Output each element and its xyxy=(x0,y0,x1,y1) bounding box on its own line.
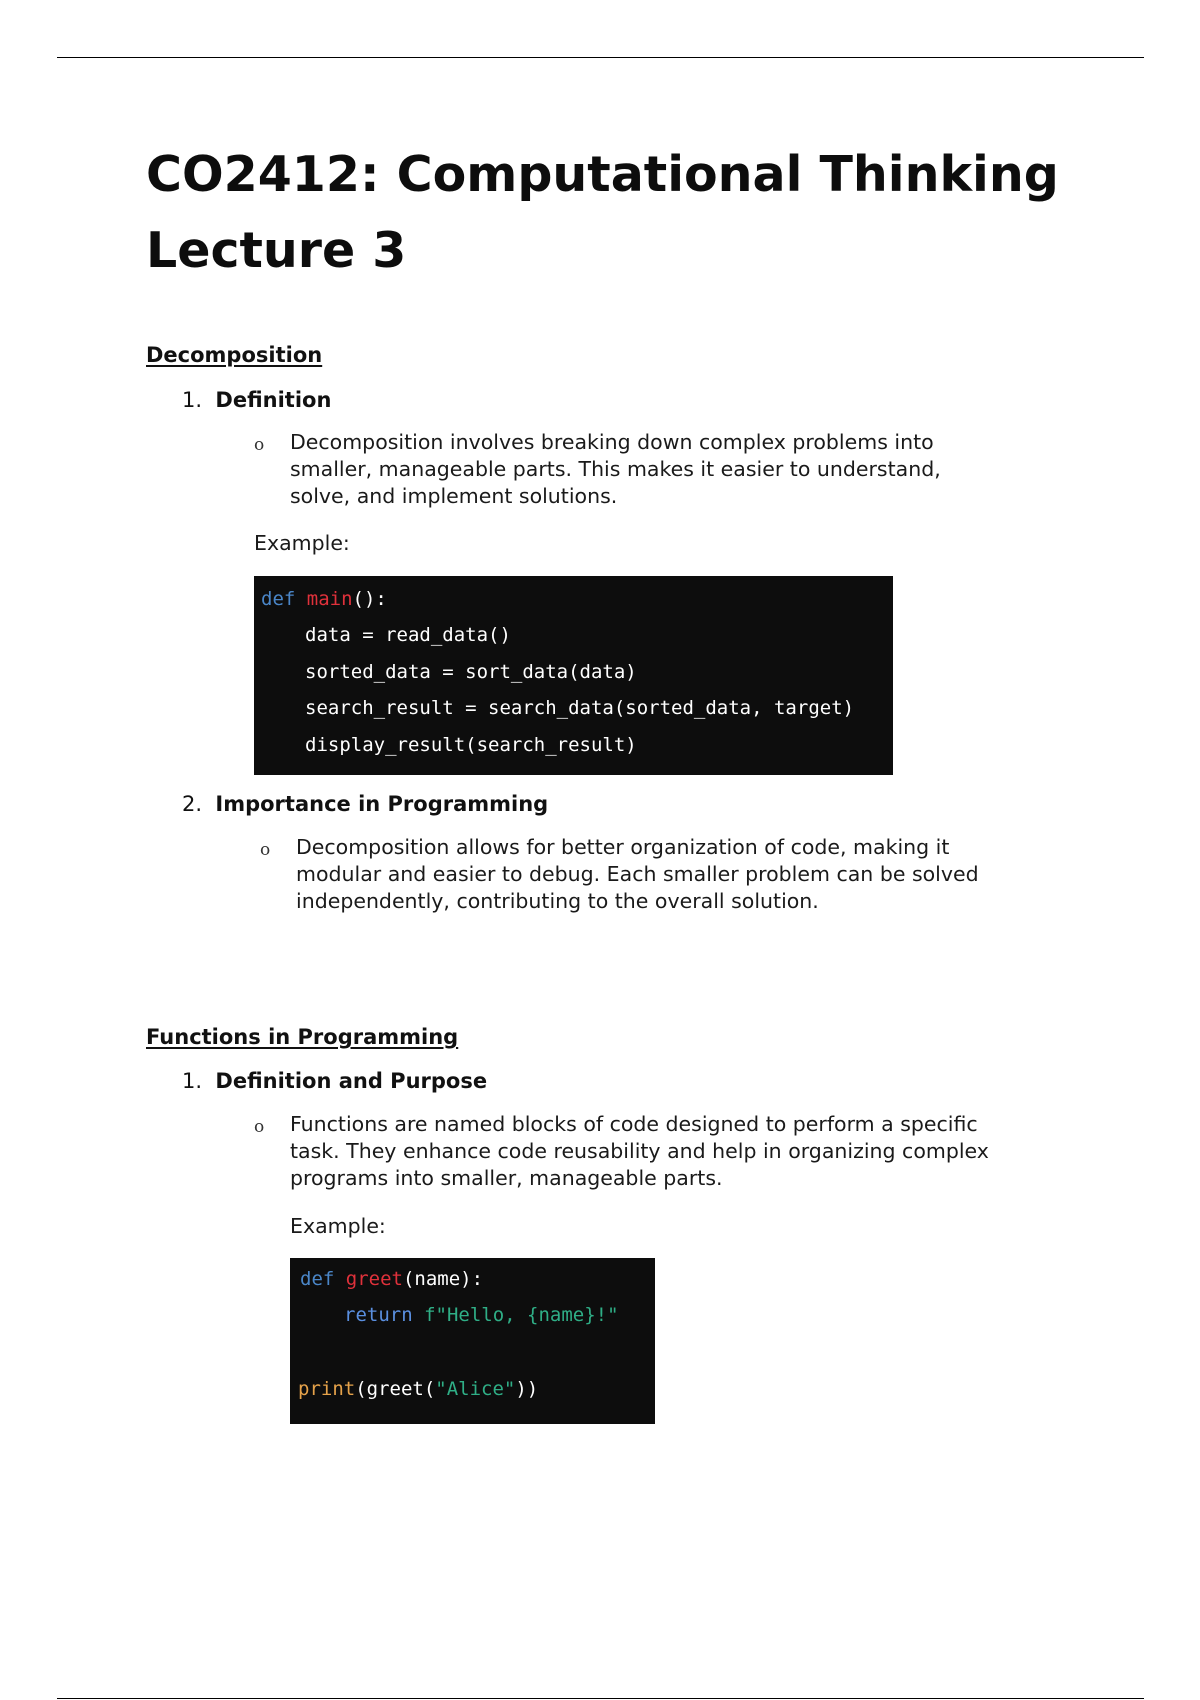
code-line xyxy=(298,1378,538,1400)
list-number: 1. xyxy=(182,388,203,412)
paragraph-line: task. They enhance code reusability and help in organizing complex xyxy=(290,1139,989,1163)
code-line: search_result = search_data(sorted_data, target) xyxy=(305,697,855,719)
code-string: "Alice" xyxy=(435,1378,516,1400)
code-text: (greet( xyxy=(355,1378,436,1400)
bullet-icon: o xyxy=(254,1117,265,1137)
section-heading-decomposition: Decomposition xyxy=(146,343,323,367)
list-label: Importance in Programming xyxy=(215,792,549,816)
example-label: Example: xyxy=(290,1214,386,1238)
example-label: Example: xyxy=(254,531,350,555)
paragraph-line: independently, contributing to the overall solution. xyxy=(296,889,819,913)
paragraph-line: Decomposition involves breaking down complex problems into xyxy=(290,430,934,454)
code-line xyxy=(300,1268,483,1290)
code-function-name: greet xyxy=(345,1268,403,1290)
bullet-icon: o xyxy=(254,435,265,455)
list-item-definition-purpose xyxy=(182,1069,487,1093)
code-function-name: main xyxy=(306,588,353,610)
top-rule xyxy=(57,57,1144,58)
code-keyword: def xyxy=(300,1268,335,1290)
code-builtin: print xyxy=(298,1378,356,1400)
code-keyword: return xyxy=(344,1304,413,1326)
code-line xyxy=(261,588,387,610)
list-label: Definition xyxy=(215,388,332,412)
list-item-definition xyxy=(182,388,331,412)
paragraph-line: smaller, manageable parts. This makes it easier to understand, xyxy=(290,457,941,481)
paragraph-line: solve, and implement solutions. xyxy=(290,484,618,508)
list-item-importance xyxy=(182,792,548,816)
section-heading-functions: Functions in Programming xyxy=(146,1025,459,1049)
paragraph-line: Functions are named blocks of code designed to perform a specific xyxy=(290,1112,978,1136)
list-number: 1. xyxy=(182,1069,203,1093)
paragraph-functions xyxy=(290,1111,989,1192)
document-title-line-2: Lecture 3 xyxy=(146,222,407,279)
bullet-icon: o xyxy=(260,840,271,860)
code-block-greet xyxy=(290,1258,655,1424)
bottom-rule xyxy=(57,1698,1144,1699)
paragraph-line: modular and easier to debug. Each smaller problem can be solved xyxy=(296,862,979,886)
list-label: Definition and Purpose xyxy=(215,1069,488,1093)
code-keyword: def xyxy=(261,588,296,610)
list-number: 2. xyxy=(182,792,203,816)
paragraph-line: Decomposition allows for better organization of code, making it xyxy=(296,835,950,859)
code-text: (name): xyxy=(402,1268,484,1290)
paragraph-line: programs into smaller, manageable parts. xyxy=(290,1166,723,1190)
code-line: display_result(search_result) xyxy=(305,734,637,756)
document-title-line-1: CO2412: Computational Thinking xyxy=(146,146,1059,203)
code-text: )) xyxy=(515,1378,539,1400)
code-block-main xyxy=(254,576,893,775)
code-line xyxy=(344,1304,619,1326)
code-line: sorted_data = sort_data(data) xyxy=(305,661,637,683)
code-text: (): xyxy=(352,588,387,610)
code-string: f"Hello, {name}!" xyxy=(424,1304,619,1326)
paragraph-importance xyxy=(296,834,979,915)
code-line: data = read_data() xyxy=(305,624,511,646)
paragraph-definition xyxy=(290,429,941,510)
